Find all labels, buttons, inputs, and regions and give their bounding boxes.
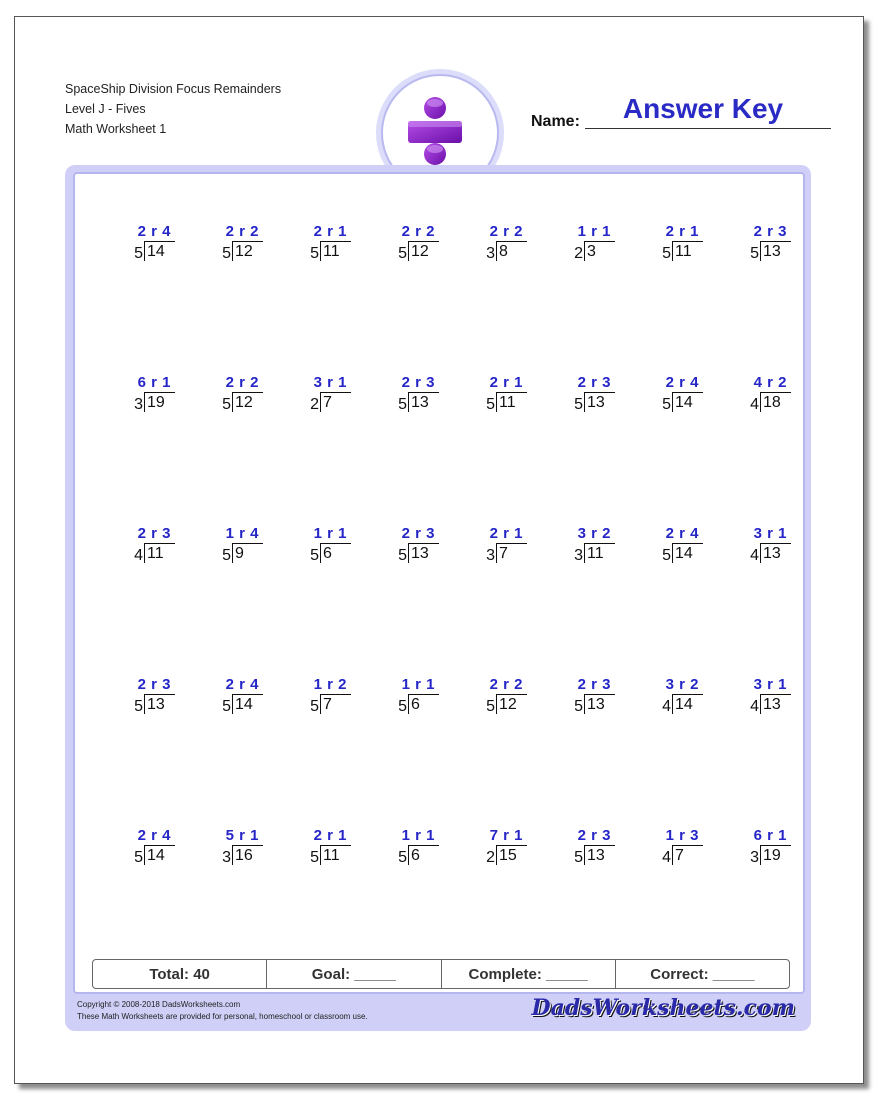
divisor: 3 <box>574 547 583 564</box>
divisor: 5 <box>222 547 231 564</box>
division-expression <box>750 845 791 867</box>
divisor: 5 <box>310 547 319 564</box>
answer-quotient: 5 r 1 <box>225 827 259 844</box>
problems-frame <box>65 165 811 1031</box>
dividend: 6 <box>411 847 420 864</box>
long-division-bracket <box>760 241 791 261</box>
answer-quotient: 3 r 2 <box>577 525 611 542</box>
division-expression <box>222 543 263 565</box>
answer-quotient: 4 r 2 <box>753 374 787 391</box>
worksheet-title: SpaceShip Division Focus Remainders <box>65 82 282 96</box>
division-expression <box>134 392 175 414</box>
answer-quotient: 6 r 1 <box>137 374 171 391</box>
answer-quotient: 2 r 3 <box>577 374 611 391</box>
answer-quotient: 2 r 4 <box>665 374 699 391</box>
division-problem <box>369 374 439 418</box>
division-problem <box>633 676 703 720</box>
divisor: 3 <box>750 849 759 866</box>
dividend: 13 <box>411 545 429 562</box>
division-problem <box>369 827 439 871</box>
answer-quotient: 1 r 2 <box>313 676 347 693</box>
usage-line: These Math Worksheets are provided for personal, homeschool or classroom use. <box>77 1012 368 1021</box>
division-expression <box>574 543 615 565</box>
division-expression <box>134 241 175 263</box>
divisor: 5 <box>662 245 671 262</box>
dividend: 11 <box>675 243 692 260</box>
division-expression <box>750 392 791 414</box>
division-expression <box>222 694 263 716</box>
divisor: 4 <box>662 698 671 715</box>
division-problem <box>545 374 615 418</box>
divisor: 4 <box>750 547 759 564</box>
division-problem <box>633 223 703 267</box>
dividend: 7 <box>499 545 508 562</box>
divisor: 5 <box>222 245 231 262</box>
division-expression <box>398 845 439 867</box>
dividend: 7 <box>675 847 684 864</box>
division-expression <box>134 543 175 565</box>
answer-quotient: 2 r 1 <box>489 525 523 542</box>
division-expression <box>486 845 527 867</box>
division-problem <box>193 223 263 267</box>
dividend: 13 <box>763 545 781 562</box>
division-expression <box>486 392 527 414</box>
divisor: 5 <box>398 849 407 866</box>
division-expression <box>134 694 175 716</box>
goal-cell: Goal: _____ <box>267 960 441 988</box>
division-expression <box>398 241 439 263</box>
division-problem <box>281 827 351 871</box>
answer-quotient: 1 r 1 <box>313 525 347 542</box>
division-expression <box>574 694 615 716</box>
long-division-bracket <box>496 694 527 714</box>
divisor: 5 <box>750 245 759 262</box>
name-line <box>585 128 831 129</box>
long-division-bracket <box>760 845 791 865</box>
answer-quotient: 3 r 2 <box>665 676 699 693</box>
division-problem <box>369 223 439 267</box>
divisor: 3 <box>486 547 495 564</box>
divisor: 2 <box>486 849 495 866</box>
division-expression <box>750 241 791 263</box>
division-problem <box>721 676 791 720</box>
division-problem <box>193 827 263 871</box>
dividend: 14 <box>147 847 165 864</box>
long-division-bracket <box>760 543 791 563</box>
division-problem <box>105 676 175 720</box>
division-problem <box>721 827 791 871</box>
long-division-bracket <box>408 241 439 261</box>
divisor: 5 <box>310 698 319 715</box>
divisor: 5 <box>222 396 231 413</box>
dividend: 13 <box>763 696 781 713</box>
division-problem <box>633 525 703 569</box>
long-division-bracket <box>232 845 263 865</box>
answer-quotient: 1 r 1 <box>401 676 435 693</box>
divisor: 3 <box>486 245 495 262</box>
long-division-bracket <box>496 845 527 865</box>
dividend: 16 <box>235 847 253 864</box>
dividend: 3 <box>587 243 596 260</box>
long-division-bracket <box>320 845 351 865</box>
division-expression <box>486 543 527 565</box>
long-division-bracket <box>408 392 439 412</box>
long-division-bracket <box>408 543 439 563</box>
division-problem <box>193 374 263 418</box>
answer-quotient: 2 r 3 <box>753 223 787 240</box>
answer-quotient: 1 r 3 <box>665 827 699 844</box>
dividend: 14 <box>675 394 693 411</box>
dividend: 12 <box>235 243 253 260</box>
divisor: 5 <box>486 396 495 413</box>
long-division-bracket <box>496 392 527 412</box>
division-expression <box>398 694 439 716</box>
divisor: 2 <box>574 245 583 262</box>
long-division-bracket <box>144 845 175 865</box>
answer-quotient: 2 r 2 <box>225 374 259 391</box>
divisor: 5 <box>398 245 407 262</box>
dividend: 7 <box>323 696 332 713</box>
copyright-notice <box>77 999 368 1023</box>
long-division-bracket <box>408 694 439 714</box>
division-expression <box>134 845 175 867</box>
long-division-bracket <box>320 543 351 563</box>
answer-quotient: 2 r 1 <box>489 374 523 391</box>
division-problem <box>281 525 351 569</box>
division-problem <box>105 374 175 418</box>
long-division-bracket <box>672 241 703 261</box>
dividend: 13 <box>411 394 429 411</box>
division-expression <box>662 241 703 263</box>
division-problem <box>105 223 175 267</box>
long-division-bracket <box>232 241 263 261</box>
correct-cell: Correct: _____ <box>650 965 755 983</box>
dividend: 15 <box>499 847 517 864</box>
division-expression <box>486 241 527 263</box>
division-problem <box>369 525 439 569</box>
long-division-bracket <box>672 543 703 563</box>
division-expression <box>310 694 351 716</box>
answer-quotient: 2 r 4 <box>225 676 259 693</box>
long-division-bracket <box>320 392 351 412</box>
division-problem <box>457 223 527 267</box>
worksheet-level: Level J - Fives <box>65 102 146 116</box>
answer-quotient: 2 r 1 <box>313 223 347 240</box>
division-problem <box>633 827 703 871</box>
division-expression <box>574 241 615 263</box>
answer-quotient: 3 r 1 <box>313 374 347 391</box>
divisor: 5 <box>310 849 319 866</box>
division-expression <box>574 392 615 414</box>
long-division-bracket <box>320 694 351 714</box>
answer-quotient: 2 r 4 <box>137 223 171 240</box>
dividend: 11 <box>323 243 340 260</box>
worksheet-info <box>65 79 281 139</box>
divisor: 5 <box>486 698 495 715</box>
long-division-bracket <box>232 392 263 412</box>
divisor: 4 <box>750 396 759 413</box>
copyright-line: Copyright © 2008-2018 DadsWorksheets.com <box>77 1000 241 1009</box>
division-problem <box>281 374 351 418</box>
long-division-bracket <box>232 543 263 563</box>
complete-cell: Complete: _____ <box>442 960 616 988</box>
long-division-bracket <box>144 543 175 563</box>
answer-quotient: 2 r 4 <box>665 525 699 542</box>
answer-quotient: 2 r 3 <box>577 676 611 693</box>
worksheet-number: Math Worksheet 1 <box>65 122 167 136</box>
divisor: 3 <box>134 396 143 413</box>
answer-quotient: 6 r 1 <box>753 827 787 844</box>
dividend: 11 <box>323 847 340 864</box>
answer-quotient: 2 r 3 <box>401 374 435 391</box>
long-division-bracket <box>144 694 175 714</box>
division-problem <box>281 223 351 267</box>
dividend: 8 <box>499 243 508 260</box>
answer-quotient: 2 r 4 <box>137 827 171 844</box>
dividend: 11 <box>147 545 164 562</box>
dividend: 12 <box>411 243 429 260</box>
division-problem <box>369 676 439 720</box>
answer-quotient: 2 r 2 <box>489 223 523 240</box>
answer-quotient: 2 r 2 <box>401 223 435 240</box>
long-division-bracket <box>672 392 703 412</box>
answer-quotient: 1 r 4 <box>225 525 259 542</box>
divisor: 5 <box>574 849 583 866</box>
divisor: 2 <box>310 396 319 413</box>
answer-quotient: 2 r 1 <box>313 827 347 844</box>
total-cell: Total: 40 <box>93 960 267 988</box>
divisor: 5 <box>662 396 671 413</box>
brand-logo: DadsWorksheets.com <box>531 995 795 1021</box>
division-problem <box>545 676 615 720</box>
long-division-bracket <box>232 694 263 714</box>
division-problem <box>193 676 263 720</box>
divisor: 5 <box>310 245 319 262</box>
dividend: 11 <box>499 394 516 411</box>
division-expression <box>662 543 703 565</box>
answer-quotient: 2 r 2 <box>225 223 259 240</box>
long-division-bracket <box>584 845 615 865</box>
dividend: 13 <box>587 847 605 864</box>
long-division-bracket <box>584 241 615 261</box>
division-problem <box>457 525 527 569</box>
answer-quotient: 1 r 1 <box>577 223 611 240</box>
long-division-bracket <box>584 543 615 563</box>
division-problem <box>281 676 351 720</box>
division-problem <box>721 374 791 418</box>
dividend: 6 <box>323 545 332 562</box>
answer-key-title: Answer Key <box>622 93 784 124</box>
divisor: 3 <box>222 849 231 866</box>
dividend: 13 <box>763 243 781 260</box>
answer-quotient: 2 r 2 <box>489 676 523 693</box>
division-problem <box>545 223 615 267</box>
division-problem <box>457 374 527 418</box>
worksheet-page <box>14 16 864 1084</box>
problems-area <box>73 172 805 994</box>
long-division-bracket <box>760 392 791 412</box>
dividend: 14 <box>675 696 693 713</box>
answer-quotient: 3 r 1 <box>753 676 787 693</box>
dividend: 13 <box>587 394 605 411</box>
dividend: 14 <box>147 243 165 260</box>
answer-quotient: 2 r 1 <box>665 223 699 240</box>
division-expression <box>222 392 263 414</box>
long-division-bracket <box>144 241 175 261</box>
problem-grid <box>75 174 803 992</box>
long-division-bracket <box>496 241 527 261</box>
dividend: 9 <box>235 545 244 562</box>
division-expression <box>310 241 351 263</box>
divisor: 5 <box>134 849 143 866</box>
division-expression <box>310 392 351 414</box>
dividend: 18 <box>763 394 781 411</box>
divisor: 4 <box>750 698 759 715</box>
answer-quotient: 2 r 3 <box>401 525 435 542</box>
division-expression <box>662 392 703 414</box>
division-problem <box>105 525 175 569</box>
long-division-bracket <box>672 845 703 865</box>
dividend: 14 <box>675 545 693 562</box>
divisor: 5 <box>134 245 143 262</box>
division-problem <box>721 525 791 569</box>
dividend: 14 <box>235 696 253 713</box>
division-problem <box>457 676 527 720</box>
division-problem <box>457 827 527 871</box>
long-division-bracket <box>584 694 615 714</box>
answer-quotient: 2 r 3 <box>137 676 171 693</box>
dividend: 6 <box>411 696 420 713</box>
division-expression <box>750 543 791 565</box>
answer-quotient: 1 r 1 <box>401 827 435 844</box>
dividend: 12 <box>499 696 517 713</box>
division-expression <box>750 694 791 716</box>
long-division-bracket <box>408 845 439 865</box>
answer-quotient: 2 r 3 <box>577 827 611 844</box>
dividend: 11 <box>587 545 604 562</box>
division-problem <box>193 525 263 569</box>
long-division-bracket <box>584 392 615 412</box>
divisor: 4 <box>662 849 671 866</box>
long-division-bracket <box>672 694 703 714</box>
division-expression <box>662 845 703 867</box>
long-division-bracket <box>760 694 791 714</box>
divisor: 5 <box>222 698 231 715</box>
answer-quotient: 3 r 1 <box>753 525 787 542</box>
division-problem <box>105 827 175 871</box>
divisor: 5 <box>662 547 671 564</box>
dividend: 13 <box>147 696 165 713</box>
division-expression <box>574 845 615 867</box>
division-expression <box>310 845 351 867</box>
divisor: 5 <box>574 698 583 715</box>
long-division-bracket <box>320 241 351 261</box>
name-label: Name: <box>531 113 580 130</box>
division-expression <box>486 694 527 716</box>
division-expression <box>398 543 439 565</box>
dividend: 12 <box>235 394 253 411</box>
division-problem <box>633 374 703 418</box>
division-expression <box>310 543 351 565</box>
division-expression <box>222 241 263 263</box>
divisor: 5 <box>574 396 583 413</box>
long-division-bracket <box>144 392 175 412</box>
division-expression <box>662 694 703 716</box>
dividend: 19 <box>147 394 165 411</box>
answer-quotient: 7 r 1 <box>489 827 523 844</box>
divisor: 5 <box>398 396 407 413</box>
division-problem <box>545 827 615 871</box>
dividend: 7 <box>323 394 332 411</box>
divisor: 5 <box>134 698 143 715</box>
long-division-bracket <box>496 543 527 563</box>
divisor: 5 <box>398 698 407 715</box>
divisor: 4 <box>134 547 143 564</box>
division-expression <box>222 845 263 867</box>
division-problem <box>545 525 615 569</box>
answer-quotient: 2 r 3 <box>137 525 171 542</box>
dividend: 13 <box>587 696 605 713</box>
dividend: 19 <box>763 847 781 864</box>
division-expression <box>398 392 439 414</box>
divisor: 5 <box>398 547 407 564</box>
score-table <box>92 959 790 989</box>
division-problem <box>721 223 791 267</box>
